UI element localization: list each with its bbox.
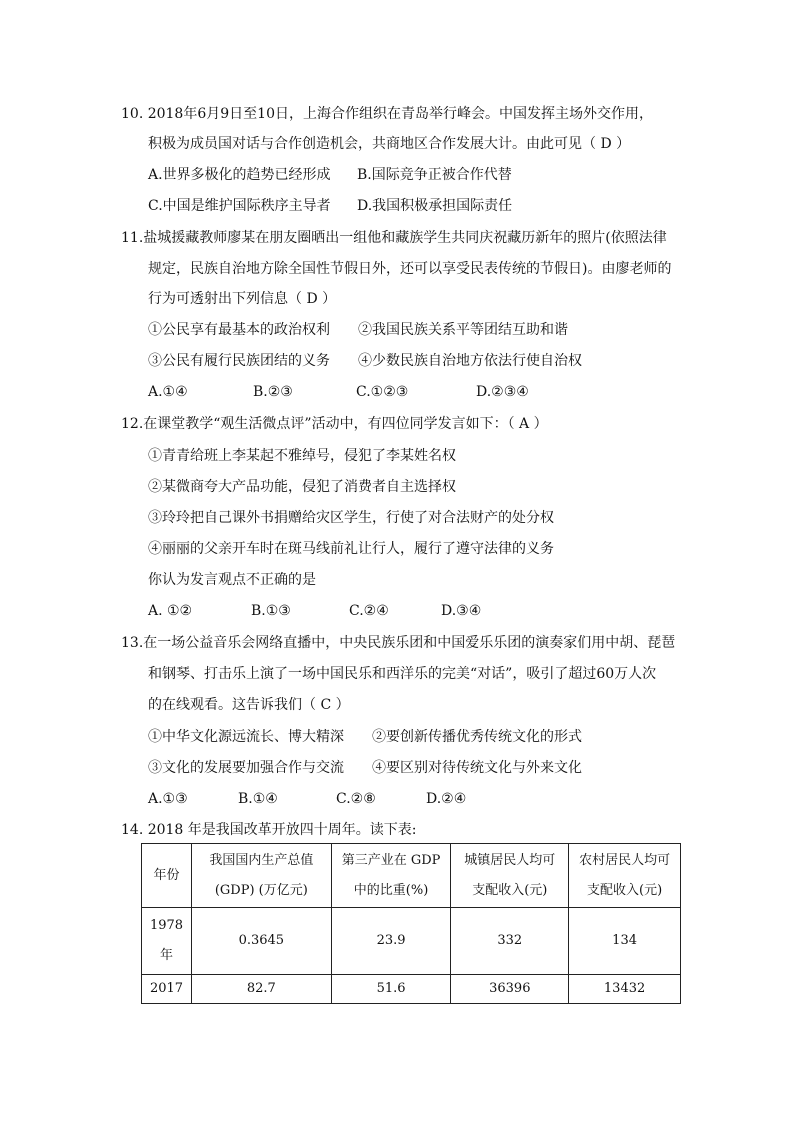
q13-stem-line3: 的在线观看。这告诉我们（ C ） [148,697,350,713]
q10-option-b: B.国际竞争正被合作代替 [357,167,512,183]
q13-option-d: D.②④ [426,791,467,807]
q11-option-c: C.①②③ [356,384,409,400]
q13-option-b: B.①④ [238,791,278,807]
q13-statement-3: ③文化的发展要加强合作与交流 [148,760,344,776]
q13-statement-1: ①中华文化源远流长、博大精深 [148,729,344,745]
q13-statement-2: ②要创新传播优秀传统文化的形式 [372,729,582,745]
cell-gdp: 0.3645 [191,908,331,975]
table-row [142,908,681,975]
q10-option-a: A.世界多极化的趋势已经形成 [148,167,331,183]
q11-statement-2: ②我国民族关系平等团结互助和谐 [358,322,568,338]
header-urban-income: 城镇居民人均可 支配收入(元) [451,844,569,908]
table-header-row [142,844,681,908]
q14-stem-line1: 14. 2018 年是我国改革开放四十周年。读下表: [121,822,417,838]
cell-urban-income: 332 [451,908,569,975]
q11-statement-1: ①公民享有最基本的政治权利 [148,322,330,338]
q12-stem-line1: 12.在课堂教学“观生活微点评”活动中，有四位同学发言如下：（ A ） [121,416,548,432]
q10-stem-line2: 积极为成员国对话与合作创造机会，共商地区合作发展大计。由此可见（ D ） [148,136,631,152]
q12-option-c: C.②④ [349,603,389,619]
q11-stem-line2: 规定，民族自治地方除全国性节假日外，还可以享受民表传统的节假日)。由廖老师的 [148,261,672,277]
q12-statement-4: ④丽丽的父亲开车时在斑马线前礼让行人，履行了遵守法律的义务 [148,541,554,557]
header-rural-income: 农村居民人均可 支配收入(元) [569,844,681,908]
table-row [142,975,681,1004]
q13-stem-line1: 13.在一场公益音乐会网络直播中，中央民族乐团和中国爱乐乐团的演奏家们用中胡、琵琶 [121,635,676,651]
q11-option-d: D.②③④ [476,384,529,400]
cell-year: 2017 [142,975,192,1004]
q12-option-d: D.③④ [441,603,482,619]
q11-statement-3: ③公民有履行民族团结的义务 [148,353,330,369]
cell-tertiary-share: 23.9 [331,908,451,975]
q13-option-c: C.②⑧ [336,791,376,807]
q12-statement-3: ③玲玲把自己课外书捐赠给灾区学生，行使了对合法财产的处分权 [148,510,554,526]
q10-option-c: C.中国是维护国际秩序主导者 [148,198,331,214]
q11-option-b: B.②③ [253,384,293,400]
header-tertiary-share: 第三产业在 GDP 中的比重(%) [331,844,451,908]
cell-tertiary-share: 51.6 [331,975,451,1004]
cell-rural-income: 13432 [569,975,681,1004]
q12-statement-1: ①青青给班上李某起不雅绰号，侵犯了李某姓名权 [148,448,456,464]
q12-statement-2: ②某微商夸大产品功能，侵犯了消费者自主选择权 [148,479,456,495]
reform-statistics-table [141,843,681,1004]
q12-option-b: B.①③ [251,603,291,619]
q13-statement-4: ④要区别对待传统文化与外来文化 [372,760,582,776]
q11-option-a: A.①④ [148,384,188,400]
q10-stem-line1: 10. 2018年6月9日至10日，上海合作组织在青岛举行峰会。中国发挥主场外交作用， [121,106,653,122]
q12-stem-line2: 你认为发言观点不正确的是 [148,572,316,588]
cell-gdp: 82.7 [191,975,331,1004]
q10-option-d: D.我国积极承担国际责任 [357,198,513,214]
q11-stem-line1: 11.盐城援藏教师廖某在朋友圈晒出一组他和藏族学生共同庆祝藏历新年的照片(依照法律 [121,230,667,246]
q11-stem-line3: 行为可透射出下列信息（ D ） [148,291,337,307]
cell-urban-income: 36396 [451,975,569,1004]
q13-option-a: A.①③ [148,791,188,807]
q13-stem-line2: 和钢琴、打击乐上演了一场中国民乐和西洋乐的完美“对话”，吸引了超过60万人次 [148,666,657,682]
q11-statement-4: ④少数民族自治地方依法行使自治权 [358,353,582,369]
cell-rural-income: 134 [569,908,681,975]
q12-option-a: A. ①② [148,603,193,619]
header-year: 年份 [142,844,192,908]
cell-year: 1978 年 [142,908,192,975]
header-gdp: 我国国内生产总值 (GDP) (万亿元) [191,844,331,908]
